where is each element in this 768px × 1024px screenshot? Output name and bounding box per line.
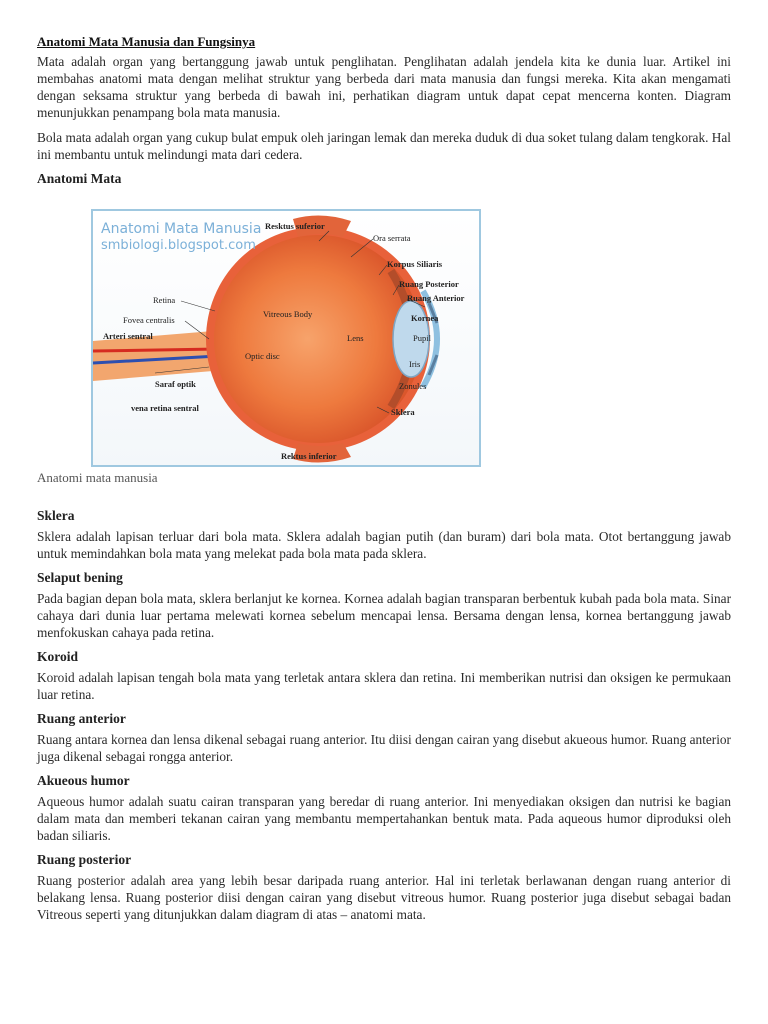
section-text: Aqueous humor adalah suatu cairan transparan yang beredar di ruang anterior. Ini menyediakan oksigen dan nutrisi ke bagian dalam mata dan memberi tekanan cairan yang membantu mempertahankan bentuk mata. Pada aqueous humor diproduksi oleh badan siliaris. [37,794,731,843]
section-text: Ruang posterior adalah area yang lebih besar daripada ruang anterior. Hal ini terletak berlawanan dengan ruang anterior di belakang lensa. Ruang posterior diisi dengan cairan yang disebut vitreous humor. Ruang posterior juga disebut sebagai badan Vitreous seperti yang ditunjukkan dalam diagram di atas – anatomi mata. [37,873,731,922]
section-text: Sklera adalah lapisan terluar dari bola mata. Sklera adalah bagian putih (dan buram) dari bola mata. Otot bertanggung jawab untuk memindahkan bola mata yang melekat pada bola mata pada sklera. [37,529,731,561]
section-koroid [37,649,731,711]
label-kornea: Kornea [411,313,439,323]
label-arteri: Arteri sentral [103,331,153,341]
label-pupil: Pupil [413,333,431,343]
sections-container [37,508,731,923]
label-ruang-posterior: Ruang Posterior [399,279,459,289]
section-text: Pada bagian depan bola mata, sklera berlanjut ke kornea. Kornea adalah bagian transparan berbentuk kubah pada bola mata. Sinar cahaya dari dunia luar pertama melewati kornea sebelum mencapai lensa. Bersama dengan lensa, kornea bertanggung jawab menfokuskan cahaya pada retina. [37,591,731,640]
section-heading: Koroid [37,649,79,664]
label-optic-disc: Optic disc [245,351,280,361]
section-text: Koroid adalah lapisan tengah bola mata yang terletak antara sklera dan retina. Ini memberikan nutrisi dan oksigen ke permukaan luar retina. [37,670,731,702]
label-ora-serrata: Ora serrata [373,233,411,243]
label-rektus-superior: Resktus suferior [265,221,325,231]
anatomy-heading: Anatomi Mata [37,171,122,186]
artery-line [93,349,218,351]
section-selaput-bening [37,570,731,649]
label-vena-retina: vena retina sentral [131,403,199,413]
section-heading: Ruang anterior [37,711,126,726]
intro-paragraph-2: Bola mata adalah organ yang cukup bulat empuk oleh jaringan lemak dan mereka duduk di dua soket tulang dalam tengkorak. Hal ini membantu untuk melindungi mata dari cedera. [37,130,731,162]
watermark-title: Anatomi Mata Manusia [101,221,262,237]
eye-diagram-svg [93,211,479,465]
article [37,34,731,922]
section-text: Ruang antara kornea dan lensa dikenal sebagai ruang anterior. Itu diisi dengan cairan yang disebut akueous humor. Ruang anterior juga dikenal sebagai rongga anterior. [37,732,731,764]
section-heading: Sklera [37,508,75,523]
label-lens: Lens [347,333,364,343]
article-title: Anatomi Mata Manusia dan Fungsinya [37,34,256,49]
figure-caption: Anatomi mata manusia [37,470,158,485]
label-saraf-optik: Saraf optik [155,379,196,389]
section-heading: Akueous humor [37,773,130,788]
section-ruang-anterior [37,711,731,773]
section-sklera [37,508,731,570]
label-sklera: Sklera [391,407,415,417]
section-heading: Ruang posterior [37,852,132,867]
label-iris: Iris [409,359,421,369]
intro-paragraph-1: Mata adalah organ yang bertanggung jawab untuk penglihatan. Penglihatan adalah jendela kita ke dunia luar. Artikel ini membahas anatomi mata dengan melihat struktur yang berbeda dari mata manusia dan fungsi mereka. Kita akan mengamati dengan seksama struktur yang berbeda di bawah ini, perhatikan diagram untuk dapat cepat mencerna konten. Diagram menunjukkan penampang bola mata manusia. [37,54,731,120]
section-heading: Selaput bening [37,570,123,585]
section-ruang-posterior [37,852,731,923]
label-zonules: Zonules [399,381,427,391]
section-akueous-humor [37,773,731,852]
label-fovea: Fovea centralis [123,315,175,325]
label-retina: Retina [153,295,176,305]
label-rektus-inferior: Rektus inferior [281,451,337,461]
eye-anatomy-diagram [91,209,481,467]
watermark-site: smbiologi.blogspot.com [101,238,256,253]
label-ruang-anterior: Ruang Anterior [407,293,465,303]
label-korpus-siliaris: Korpus Siliaris [387,259,443,269]
label-vitreous: Vitreous Body [263,309,313,319]
